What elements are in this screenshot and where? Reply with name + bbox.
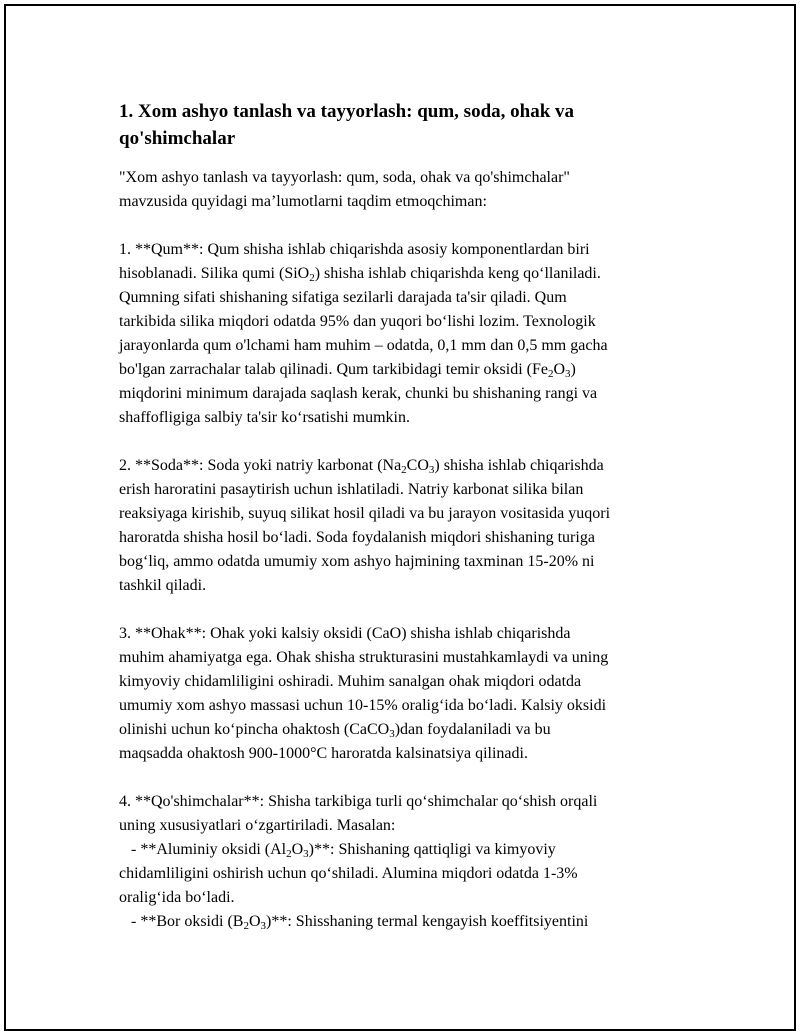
soda-paragraph: 2. **Soda**: Soda yoki natriy karbonat $(Na_2CO_3)$ shisha ishlab chiqarishda erish haroratini pasaytirish uchun ishlatiladi. Natriy karbonat silika bilan reaksiyaga kirishib, suyuq silikat hosil qiladi va bu jarayon vositasida yuqori haroratda shisha hosil bo‘ladi. Soda foydalanish miqdori shishaning turiga bog‘liq, ammo odatda umumiy xom ashyo hajmining taxminan 15-20% ni tashkil qiladi. <box>119 457 611 594</box>
qoshimchalar-paragraph: 4. **Qo'shimchalar**: Shisha tarkibiga turli qo‘shimchalar qo‘shish orqali uning xususiyatlari o‘zgartiriladi. Masalan: - **Aluminiy oksidi $(Al_2O_3)**$: Shishaning qattiqligi va kimyoviy chidamliligini oshirish uchun qo‘shiladi. Alumina miqdori odatda 1-3% oralig‘ida bo‘ladi. - **Bor oksidi $(B_2O_3)**$: Shisshaning termal kengayish koeffitsiyentini <box>119 793 598 932</box>
intro-paragraph: "Xom ashyo tanlash va tayyorlash: qum, soda, ohak va qo'shimchalar" mavzusida quyidagi ma’lumotlarni taqdim etmoqchiman: <box>119 169 570 210</box>
page-frame <box>4 4 796 1031</box>
section-heading: 1. Xom ashyo tanlash va tayyorlash: qum, soda, ohak va qo'shimchalar <box>119 101 575 149</box>
ohak-paragraph: 3. **Ohak**: Ohak yoki kalsiy oksidi (CaO) shisha ishlab chiqarishda muhim ahamiyatga ega. Ohak shisha strukturasini mustahkamlaydi va uning kimyoviy chidamliligini oshiradi. Muhim sanalgan ohak miqdori odatda umumiy xom ashyo massasi uchun 10-15% oralig‘ida bo‘ladi. Kalsiy oksidi olinishi uchun ko‘pincha ohaktosh (CaCO$_3$)dan foydalaniladi va bu maqsadda ohaktosh 900-1000°C haroratda kalsinatsiya qilinadi. <box>119 625 609 762</box>
document-body <box>119 98 699 958</box>
qum-paragraph: 1. **Qum**: Qum shisha ishlab chiqarishda asosiy komponentlardan biri hisoblanadi. Silika qumi (SiO$_2$) shisha ishlab chiqarishda keng qo‘llaniladi. Qumning sifati shishaning sifatiga sezilarli darajada ta'sir qiladi. Qum tarkibida silika miqdori odatda 95% dan yuqori bo‘lishi lozim. Texnologik jarayonlarda qum o'lchami ham muhim – odatda, 0,1 mm dan 0,5 mm gacha bo'lgan zarrachalar talab qilinadi. Qum tarkibidagi temir oksidi $(Fe_2O_3)$ miqdorini minimum darajada saqlash kerak, chunki bu shishaning rangi va shaffofligiga salbiy ta'sir ko‘rsatishi mumkin. <box>119 241 608 426</box>
